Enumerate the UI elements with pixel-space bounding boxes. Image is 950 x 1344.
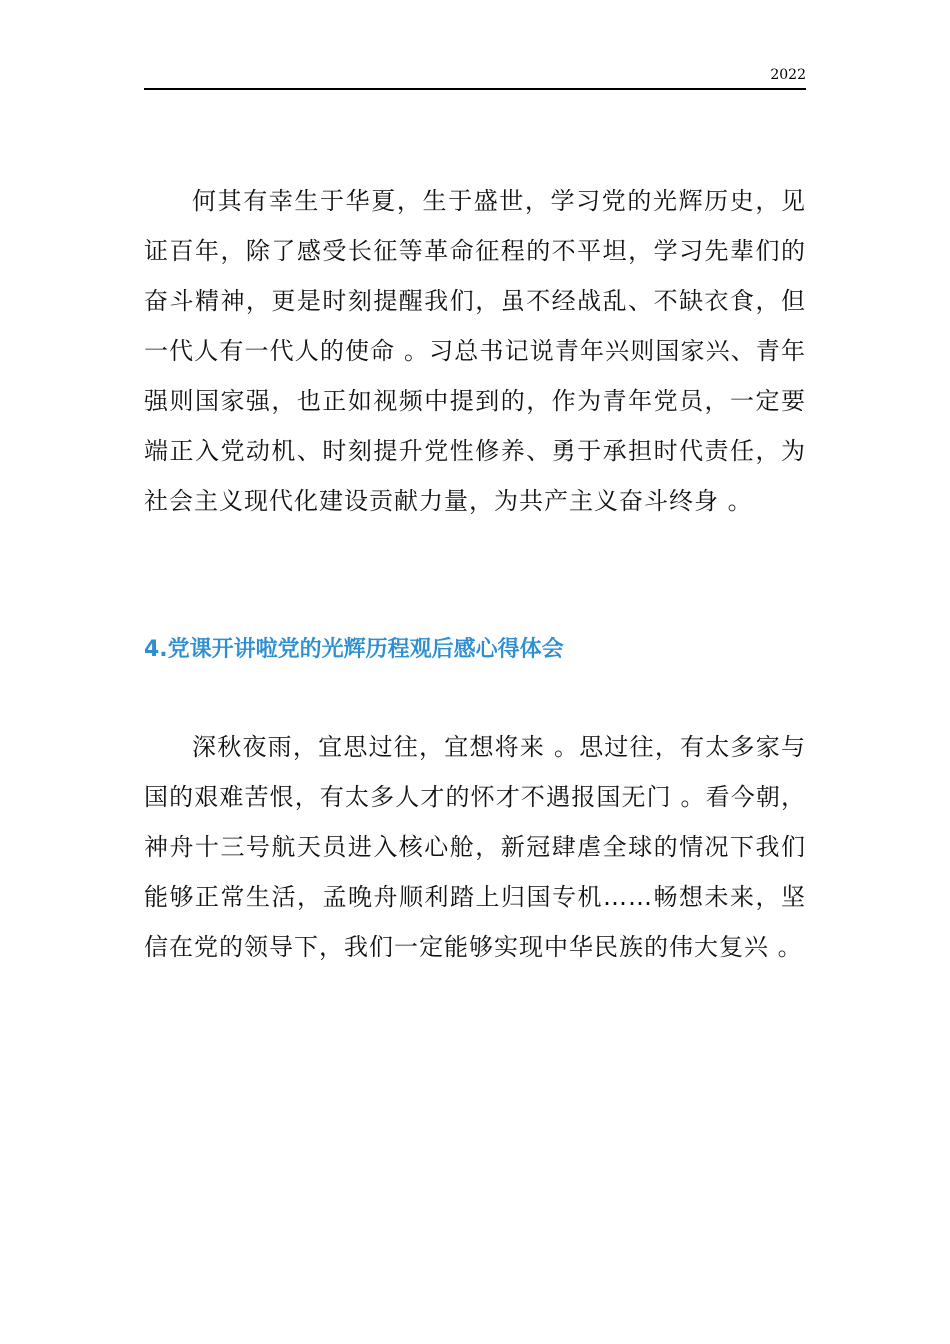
page-header bbox=[144, 64, 806, 90]
paragraph-1: 何其有幸生于华夏，生于盛世，学习党的光辉历史，见证百年，除了感受长征等革命征程的不平坦，学习先辈们的奋斗精神，更是时刻提醒我们，虽不经战乱、不缺衣食，但一代人有一代人的使命 。习总书记说青年兴则国家兴、青年强则国家强，也正如视频中提到的，作为青年党员，一定要端正入党动机、时刻提升党性修养、勇于承担时代责任，为社会主义现代化建设贡献力量，为共产主义奋斗终身 。 bbox=[144, 187, 806, 515]
header-year: 2022 bbox=[770, 67, 806, 83]
section-heading: 4.党课开讲啦党的光辉历程观后感心得体会 bbox=[144, 637, 564, 662]
paragraph-2: 深秋夜雨，宜思过往，宜想将来 。思过往，有太多家与国的艰难苦恨，有太多人才的怀才不遇报国无门 。看今朝，神舟十三号航天员进入核心舱，新冠肆虐全球的情况下我们能够正常生活，孟晚舟顺利踏上归国专机……畅想未来，坚信在党的领导下，我们一定能够实现中华民族的伟大复兴 。 bbox=[144, 733, 806, 961]
